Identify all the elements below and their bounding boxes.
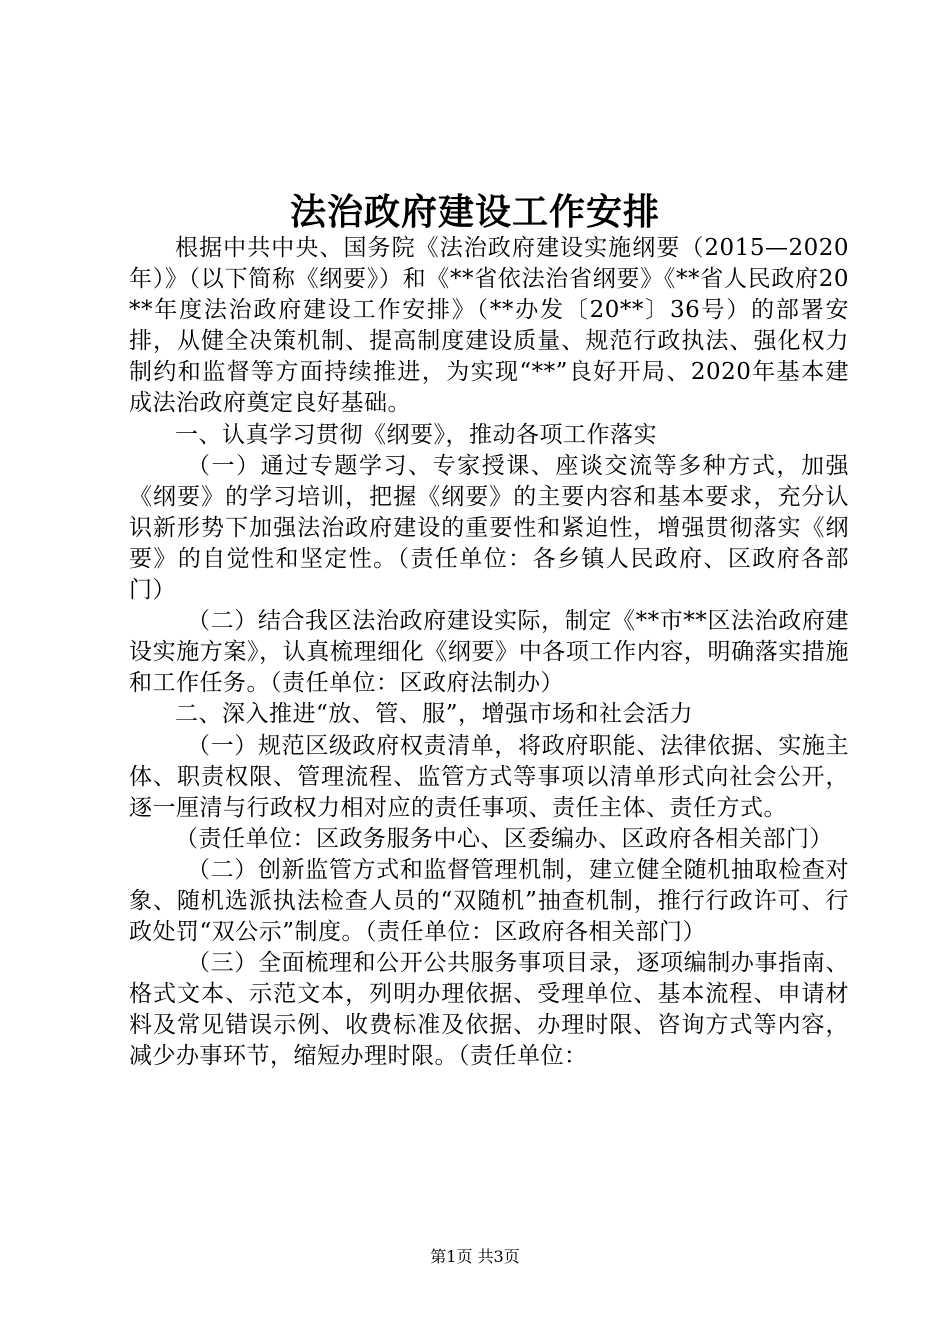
paragraph: （一）通过专题学习、专家授课、座谈交流等多种方式，加强《纲要》的学习培训，把握《纲要》的主要内容和基本要求，充分认识新形势下加强法治政府建设的重要性和紧迫性，增强贯彻落实《纲要》的自觉性和坚定性。（责任单位：各乡镇人民政府、区政府各部门） xyxy=(129,452,849,604)
section-heading-2: 二、深入推进“放、管、服”，增强市场和社会活力 xyxy=(175,701,694,728)
document-body xyxy=(129,233,849,1073)
paragraph: （责任单位：区政务服务中心、区委编办、区政府各相关部门） xyxy=(175,825,833,852)
section-heading-1: 一、认真学习贯彻《纲要》，推动各项工作落实 xyxy=(175,421,657,448)
document-title: 法治政府建设工作安排 xyxy=(289,191,660,233)
paragraph: （二）结合我区法治政府建设实际，制定《**市**区法治政府建设实施方案》，认真梳理细化《纲要》中各项工作内容，明确落实措施和工作任务。（责任单位：区政府法制办） xyxy=(129,608,850,697)
intro-paragraph: 根据中共中央、国务院《法治政府建设实施纲要（2015—2020年）》（以下简称《纲要》）和《**省依法治省纲要》《**省人民政府20**年度法治政府建设工作安排》（**办发〔20**〕36号）的部署安排，从健全决策机制、提高制度建设质量、规范行政执法、强化权力制约和监督等方面持续推进，为实现“**”良好开局、2020年基本建成法治政府奠定良好基础。 xyxy=(129,235,849,417)
paragraph: （二）创新监管方式和监督管理机制，建立健全随机抽取检查对象、随机选派执法检查人员的“双随机”抽查机制，推行行政许可、行政处罚“双公示”制度。（责任单位：区政府各相关部门） xyxy=(129,856,849,946)
page-footer: 第1页 共3页 xyxy=(430,1247,520,1266)
paragraph: （一）规范区级政府权责清单，将政府职能、法律依据、实施主体、职责权限、管理流程、监管方式等事项以清单形式向社会公开，逐一厘清与行政权力相对应的责任事项、责任主体、责任方式。 xyxy=(129,732,849,821)
paragraph: （三）全面梳理和公开公共服务事项目录，逐项编制办事指南、格式文本、示范文本，列明办理依据、受理单位、基本流程、申请材料及常见错误示例、收费标准及依据、办理时限、咨询方式等内容，减少办事环节，缩短办理时限。（责任单位： xyxy=(129,950,849,1070)
